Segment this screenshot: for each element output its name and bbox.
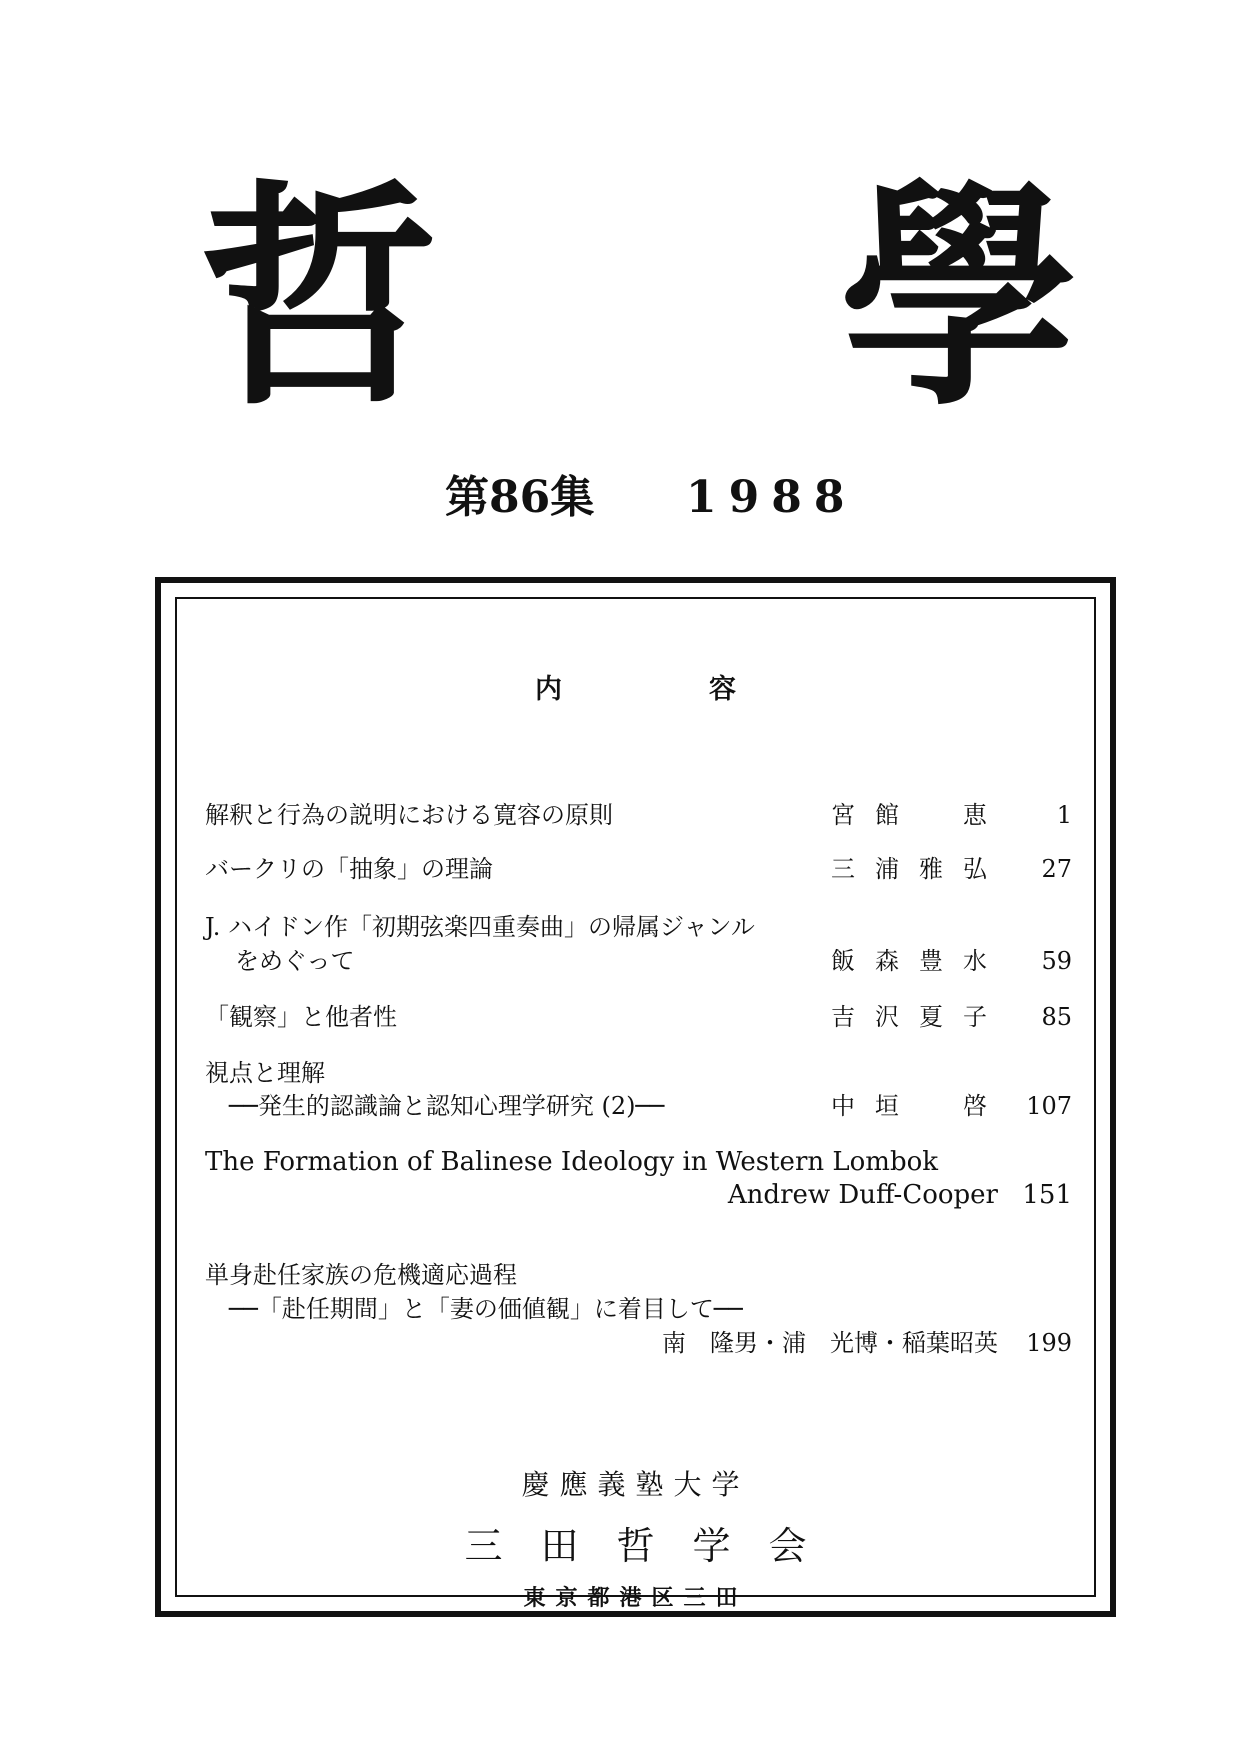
toc-entry-title: 「観察」と他者性 [205,1003,397,1031]
toc-entry-page: 151 [1022,1180,1072,1210]
toc-entry-title: The Formation of Balinese Ideology in Western Lombok [205,1147,939,1177]
toc-entry-title: バークリの「抽象」の理論 [205,855,493,883]
toc-entry-title: 単身赴任家族の危機適応過程 [205,1261,517,1289]
issue-year: 1988 [686,472,857,523]
toc-entry-page: 107 [1026,1092,1072,1120]
toc-entry-page: 1 [1056,801,1072,829]
contents-inner-frame [175,597,1096,1611]
toc-entry-page: 85 [1041,1003,1072,1031]
toc-entry-title: 解釈と行為の説明における寛容の原則 [205,801,613,829]
toc-entry-page: 27 [1041,855,1072,883]
title-char-left: 哲 [200,161,438,438]
toc-entry-page: 199 [1026,1329,1072,1357]
toc-entry-author: 吉沢夏子 [831,1003,1007,1031]
publisher-university: 慶應義塾大学 [521,1468,750,1501]
toc-entry-title: J. ハイドン作「初期弦楽四重奏曲」の帰属ジャンル [205,913,755,941]
toc-entry-title: 視点と理解 [205,1059,325,1087]
contents-frame [155,577,1116,1617]
toc-entry-author: 南 隆男・浦 光博・稲葉昭英 [662,1329,998,1357]
toc-entry-subtitle: ──「赴任期間」と「妻の価値観」に着目して── [229,1295,743,1323]
issue-line [0,468,1240,528]
contents-heading: 内 容 [535,674,796,705]
toc-entry-subtitle: をめぐって [235,947,355,975]
toc-entry-author: 中垣 啓 [831,1092,1007,1120]
toc-entry-author: Andrew Duff-Cooper [727,1180,998,1210]
toc-entry-page: 59 [1041,947,1072,975]
toc-entry-author: 宮館 恵 [831,801,1007,829]
toc-entry-author: 飯森豊水 [831,947,1007,975]
title-char-right: 學 [840,161,1078,438]
publisher-address: 東京都港区三田 [523,1585,748,1611]
toc-entry-author: 三浦雅弘 [831,855,1007,883]
toc-entry-subtitle: ──発生的認識論と認知心理学研究 (2)── [229,1092,665,1120]
publisher-society: 三田哲学会 [464,1524,845,1568]
issue-number: 第86集 [445,472,595,523]
